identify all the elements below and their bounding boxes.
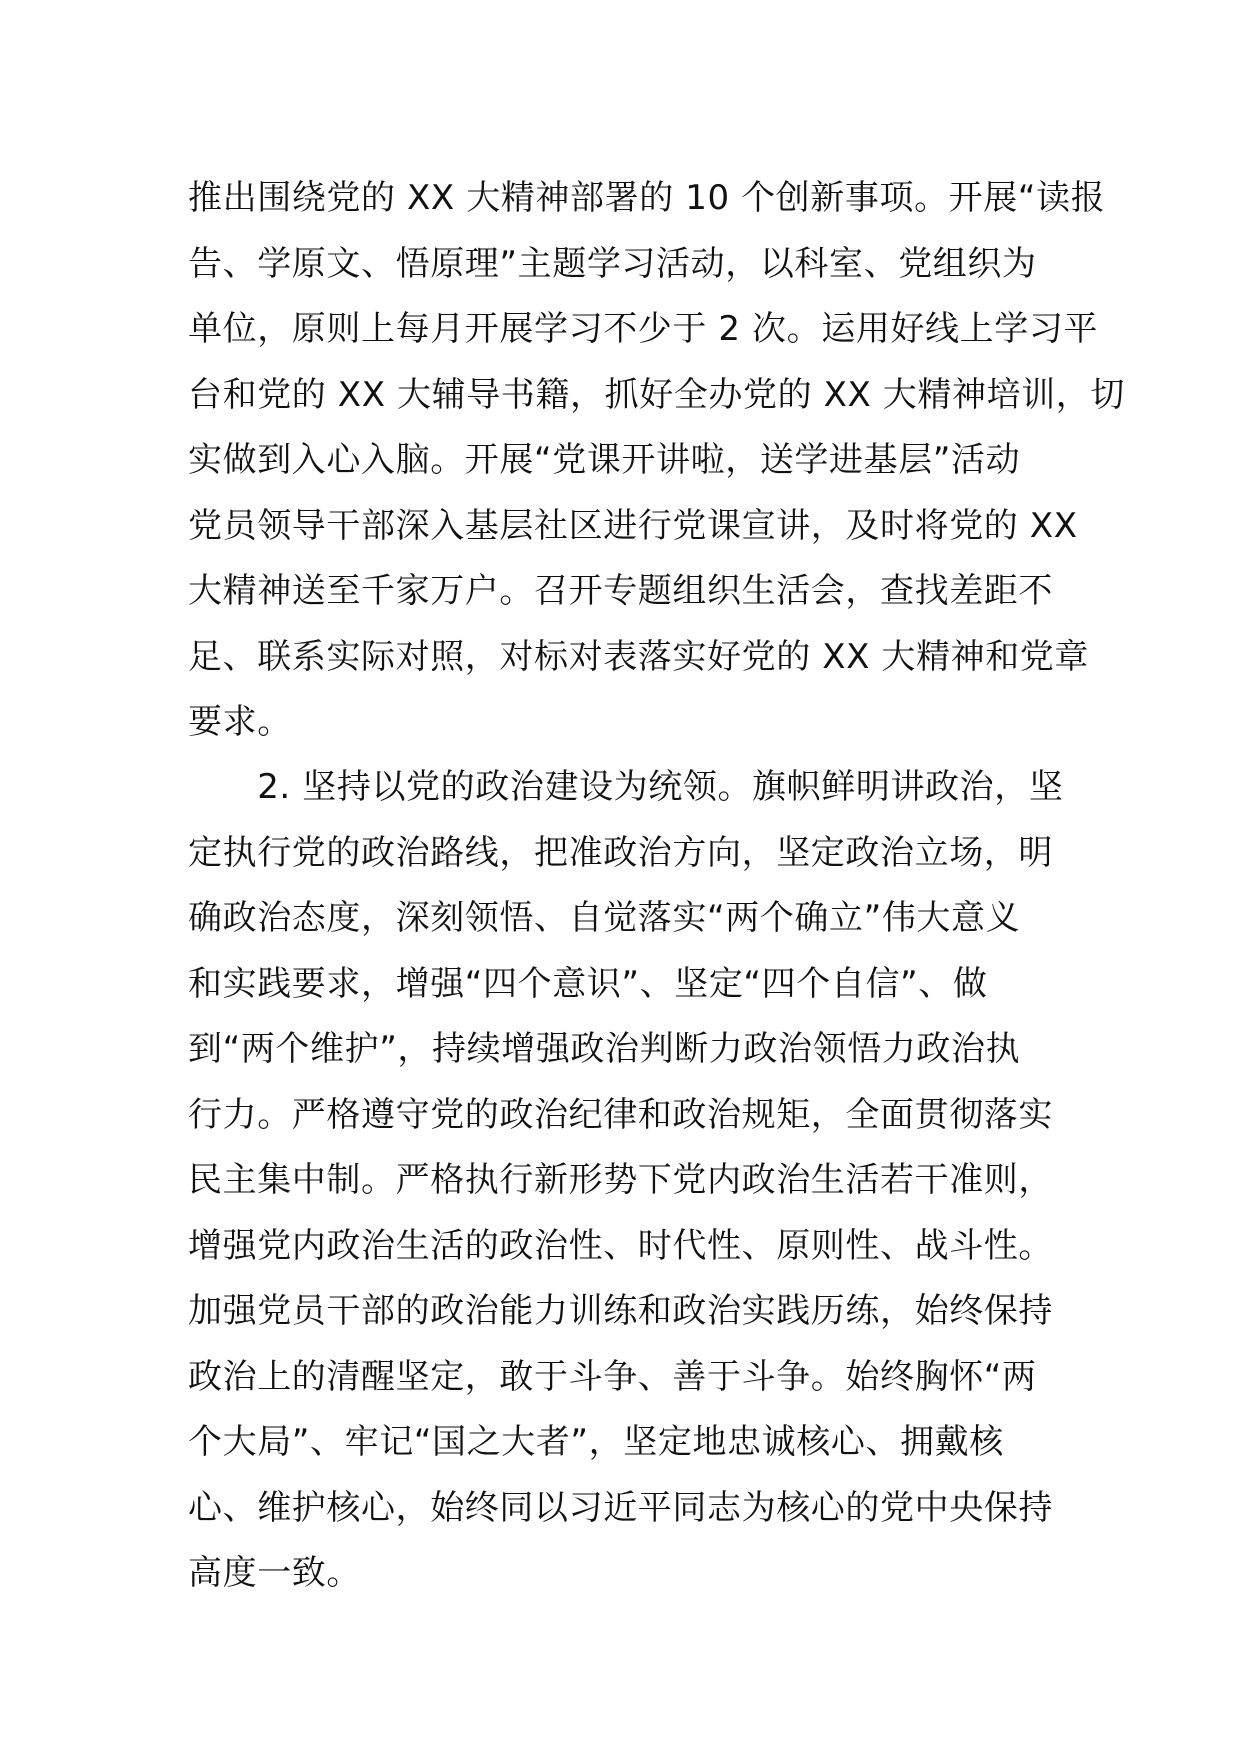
paragraph-line: 确政治态度，深刻领悟、自觉落实“两个确立”伟大意义 [188,898,1021,938]
paragraph-line: 和实践要求，增强“四个意识”、坚定“四个自信”、做 [188,963,988,1004]
paragraph-line: 加强党员干部的政治能力训练和政治实践历练，始终保持 [188,1291,1053,1331]
paragraph-line: 高度一致。 [188,1553,361,1593]
paragraph-line: 党员领导干部深入基层社区进行党课宣讲，及时将党的 XX [188,505,1078,546]
paragraph-line: 增强党内政治生活的政治性、时代性、原则性、战斗性。 [188,1225,1053,1266]
paragraph-line: 政治上的清醒坚定，敢于斗争、善于斗争。始终胸怀“两 [188,1356,1037,1397]
paragraph-line: 定执行党的政治路线，把准政治方向，坚定政治立场，明 [188,832,1053,873]
paragraph-line: 足、联系实际对照，对标对表落实好党的 XX 大精神和党章 [188,636,1089,677]
paragraph-line: 行力。严格遵守党的政治纪律和政治规矩，全面贯彻落实 [188,1094,1053,1135]
paragraph-2 [188,755,1064,1607]
paragraph-line: 到“两个维护”，持续增强政治判断力政治领悟力政治执 [188,1029,1021,1069]
paragraph-line: 台和党的 XX 大辅导书籍，抓好全办党的 XX 大精神培训，切 [188,374,1125,415]
paragraph-line: 2. 坚持以党的政治建设为统领。旗帜鲜明讲政治，坚 [188,767,1064,807]
paragraph-line: 单位，原则上每月开展学习不少于 2 次。运用好线上学习平 [188,309,1099,349]
paragraph-line: 个大局”、牢记“国之大者”，坚定地忠诚核心、拥戴核 [188,1422,1004,1462]
paragraph-line: 告、学原文、悟原理”主题学习活动，以科室、党组织为 [188,243,1037,284]
paragraph-1 [188,166,1125,756]
paragraph-line: 实做到入心入脑。开展“党课开讲啦，送学进基层”活动 [188,440,1021,480]
paragraph-line: 心、维护核心，始终同以习近平同志为核心的党中央保持 [188,1487,1053,1528]
paragraph-line: 推出围绕党的 XX 大精神部署的 10 个创新事项。开展“读报 [188,178,1106,218]
paragraph-line: 要求。 [188,702,292,742]
paragraph-line: 民主集中制。严格执行新形势下党内政治生活若干准则， [188,1160,1053,1200]
paragraph-line: 大精神送至千家万户。召开专题组织生活会，查找差距不 [188,571,1053,611]
